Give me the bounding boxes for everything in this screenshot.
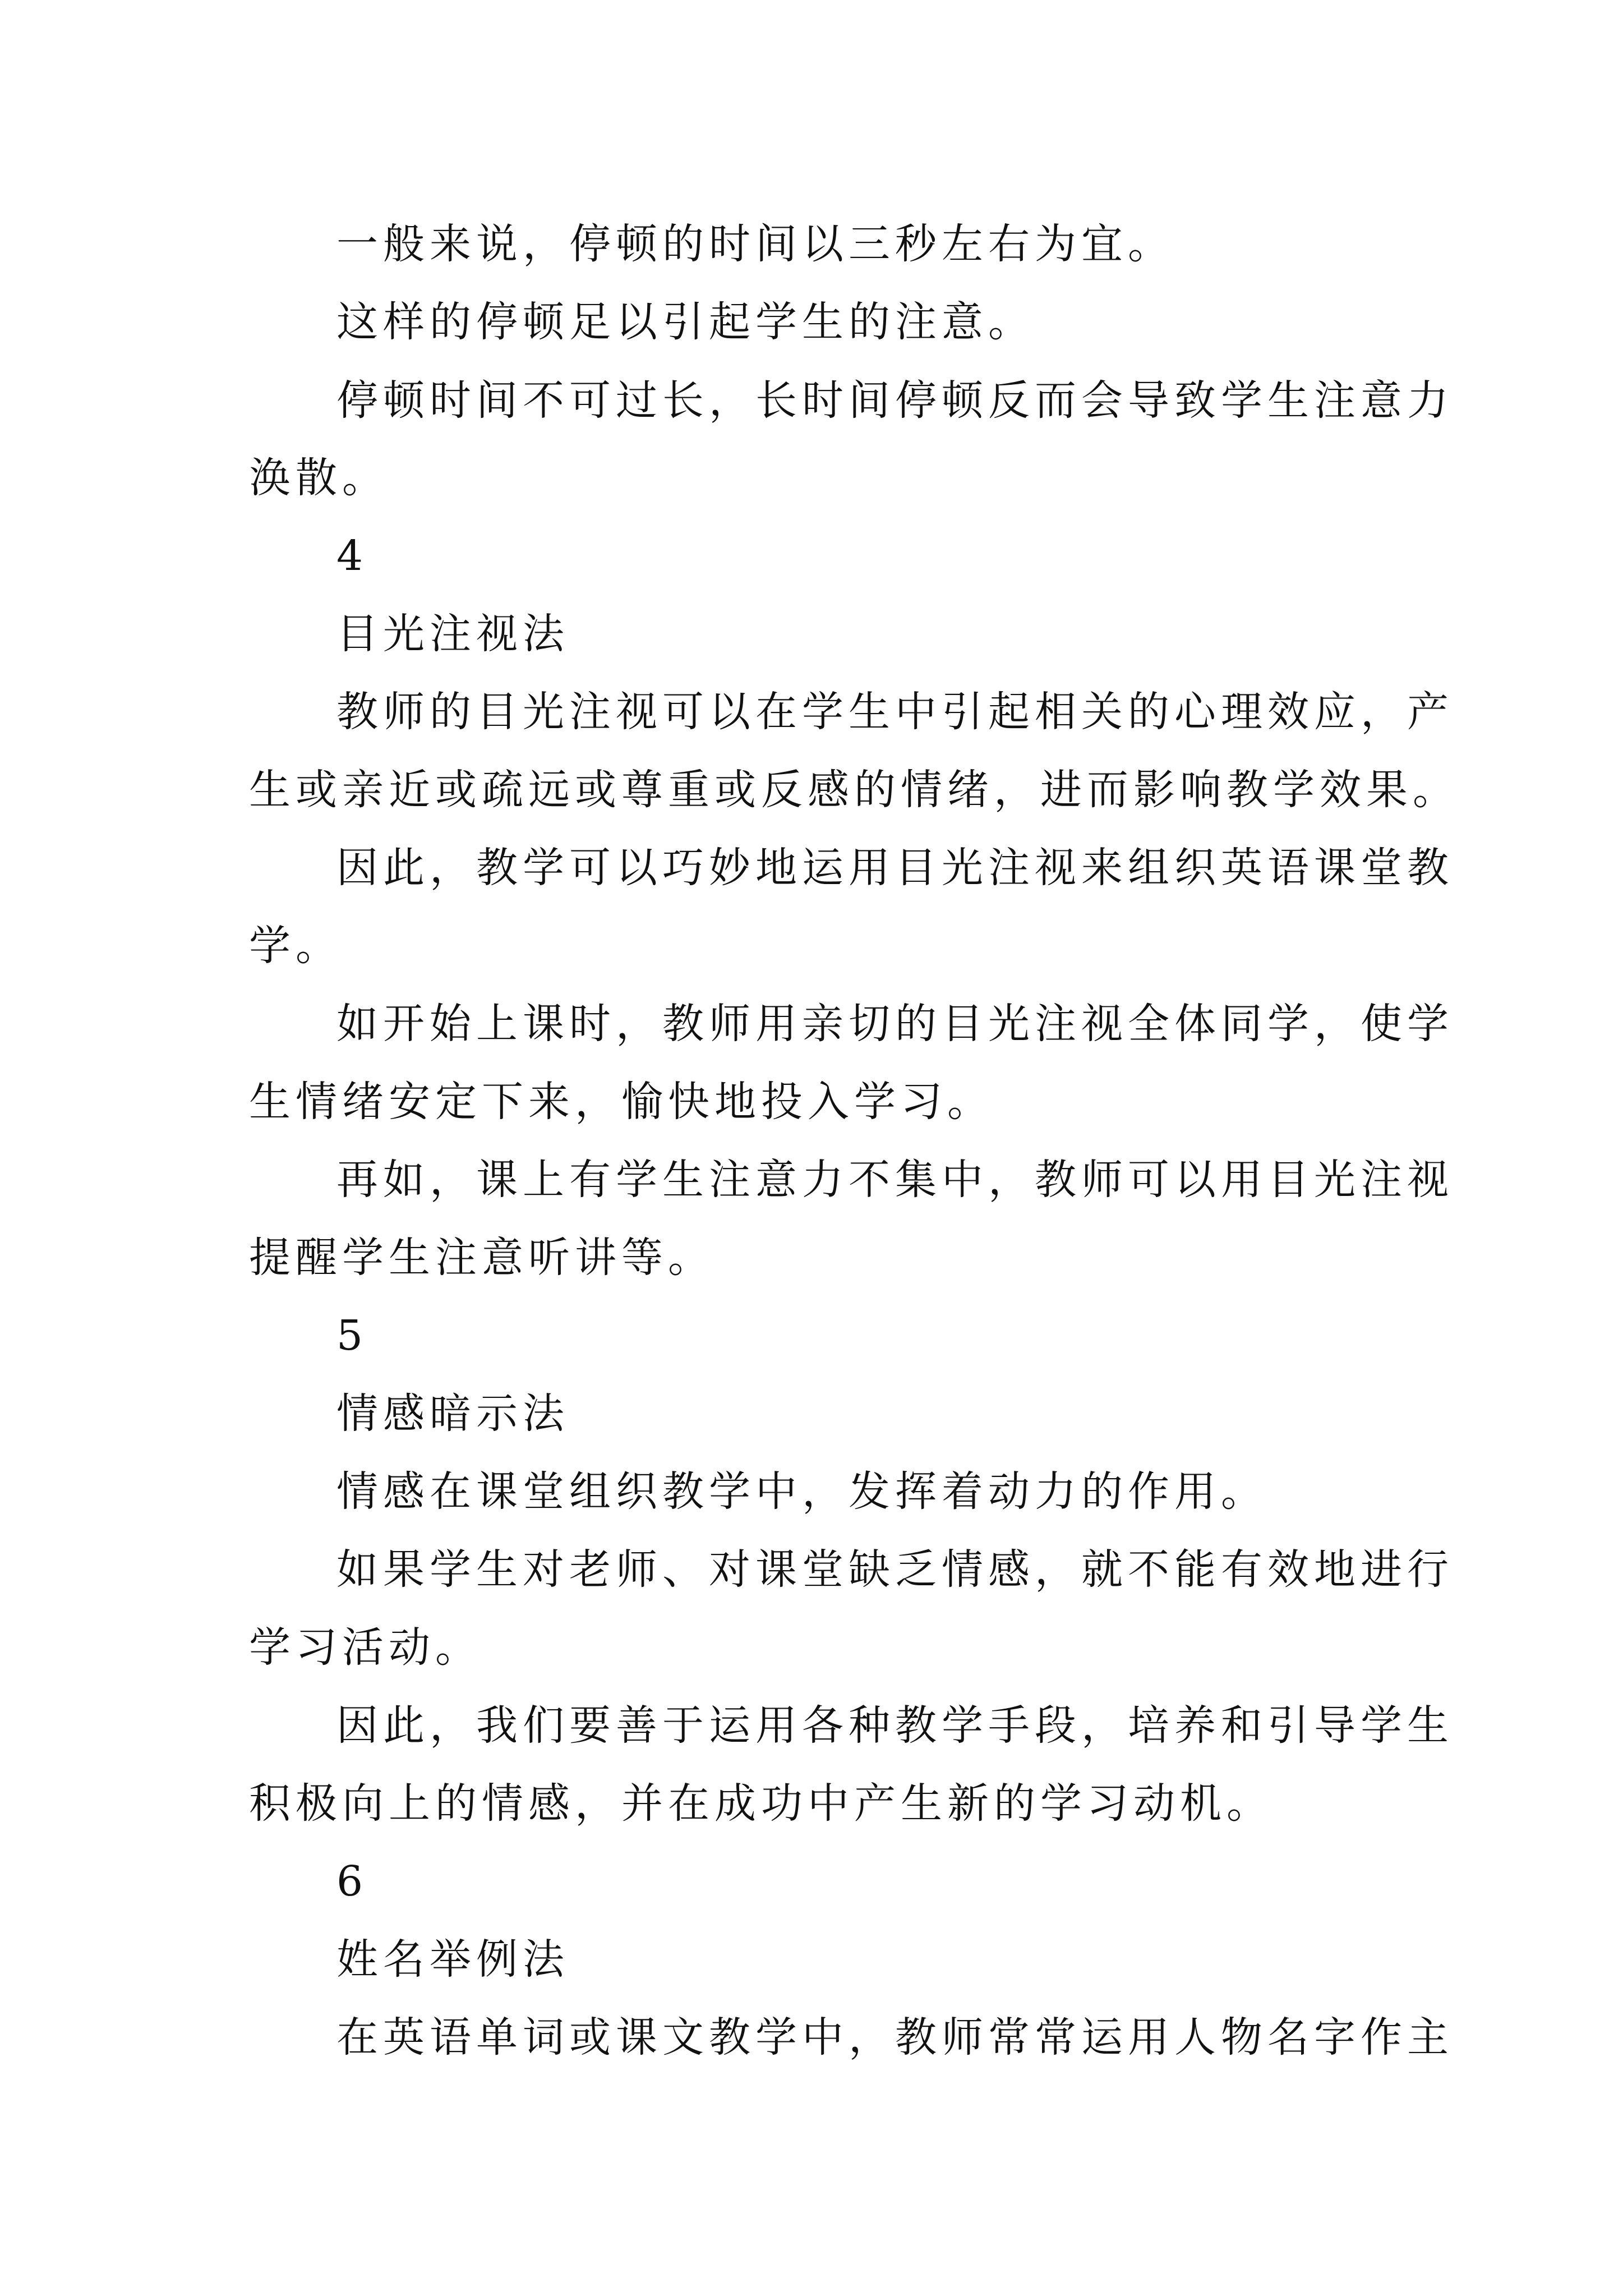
section-heading: 姓名举例法 bbox=[336, 1935, 569, 1984]
text-line: 如开始上课时，教师用亲切的目光注视全体同学，使学 bbox=[336, 1000, 1454, 1048]
text-line: 停顿时间不可过长，长时间停顿反而会导致学生注意力 bbox=[336, 376, 1454, 425]
text-line: 学。 bbox=[249, 922, 342, 970]
text-line: 因此，教学可以巧妙地运用目光注视来组织英语课堂教 bbox=[336, 844, 1454, 892]
text-line: 如果学生对老师、对课堂缺乏情感，就不能有效地进行 bbox=[336, 1545, 1454, 1594]
text-line: 因此，我们要善于运用各种教学手段，培养和引导学生 bbox=[336, 1701, 1454, 1750]
text-line: 教师的目光注视可以在学生中引起相关的心理效应，产 bbox=[336, 688, 1454, 736]
text-line: 一般来说，停顿的时间以三秒左右为宜。 bbox=[336, 220, 1174, 268]
section-number: 5 bbox=[336, 1312, 368, 1360]
text-line: 在英语单词或课文教学中，教师常常运用人物名字作主 bbox=[336, 2013, 1454, 2062]
section-number: 6 bbox=[336, 1857, 368, 1906]
section-heading: 情感暗示法 bbox=[336, 1389, 569, 1438]
text-line: 生或亲近或疏远或尊重或反感的情绪，进而影响教学效果。 bbox=[249, 766, 1459, 814]
text-line: 再如，课上有学生注意力不集中，教师可以用目光注视 bbox=[336, 1156, 1454, 1204]
text-line: 情感在课堂组织教学中，发挥着动力的作用。 bbox=[336, 1467, 1267, 1516]
text-line: 提醒学生注意听讲等。 bbox=[249, 1234, 714, 1282]
text-line: 这样的停顿足以引起学生的注意。 bbox=[336, 298, 1035, 346]
section-number: 4 bbox=[336, 532, 368, 580]
text-line: 涣散。 bbox=[249, 454, 389, 502]
text-line: 生情绪安定下来，愉快地投入学习。 bbox=[249, 1078, 994, 1126]
text-line: 学习活动。 bbox=[249, 1623, 482, 1672]
text-line: 积极向上的情感，并在成功中产生新的学习动机。 bbox=[249, 1779, 1273, 1828]
section-heading: 目光注视法 bbox=[336, 610, 569, 658]
